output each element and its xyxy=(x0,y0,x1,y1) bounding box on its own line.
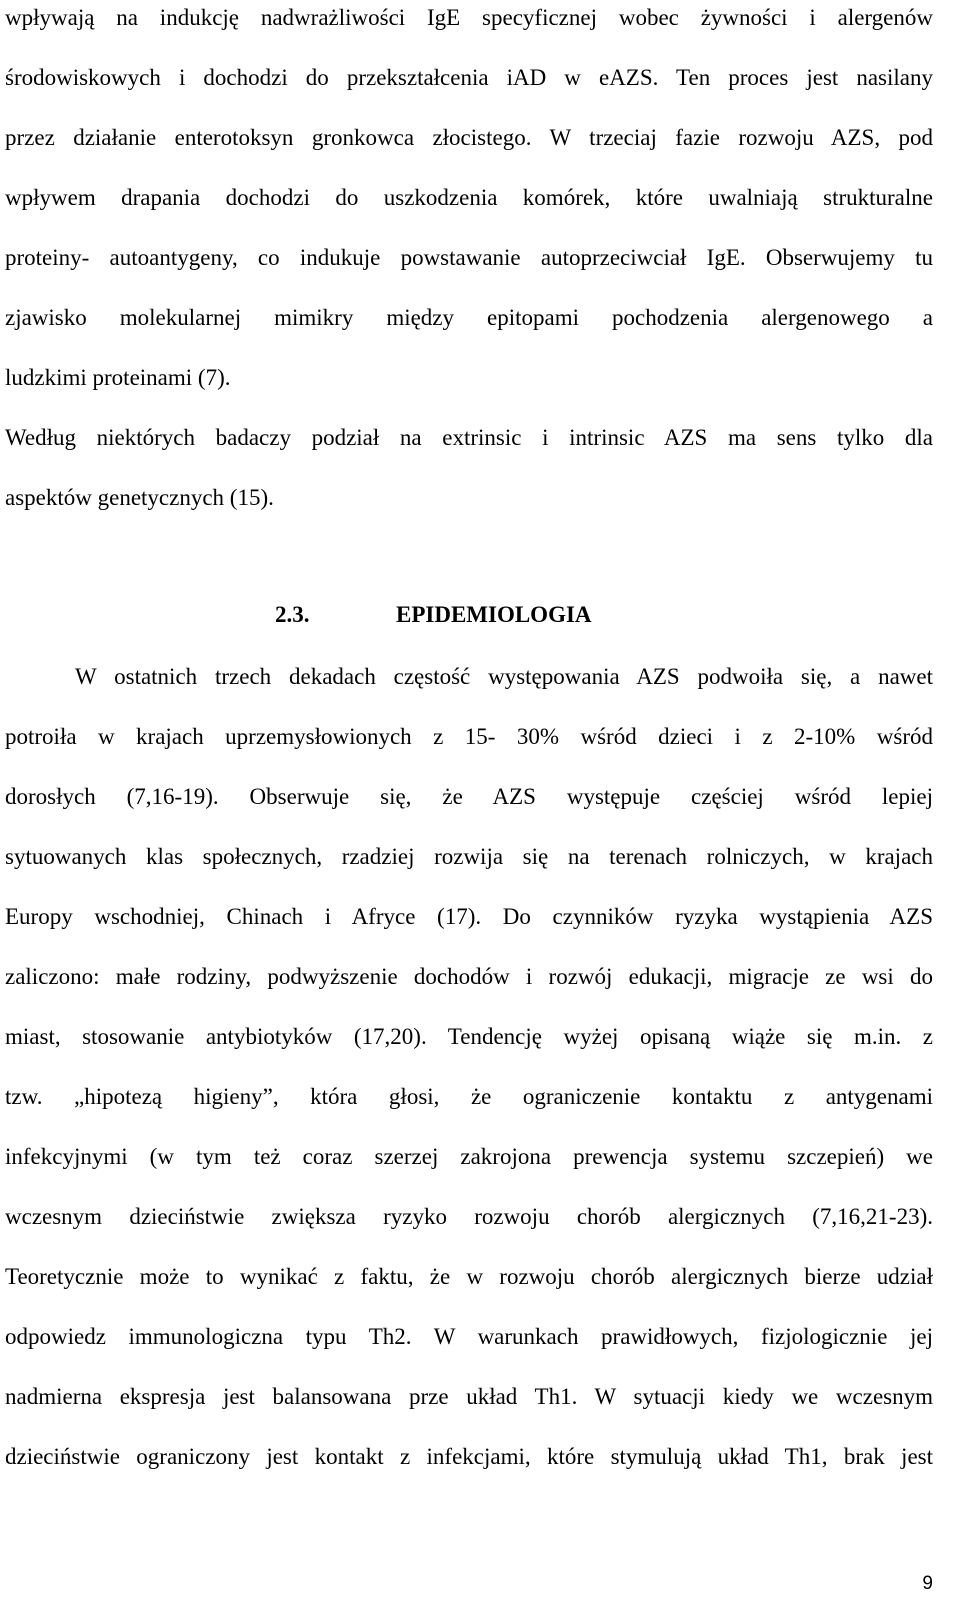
text-line: sytuowanych klas społecznych, rzadziej rozwija się na terenach rolniczych, w krajach xyxy=(5,844,933,869)
text-line: miast, stosowanie antybiotyków (17,20). Tendencję wyżej opisaną wiąże się m.in. z xyxy=(5,1024,933,1049)
text-line: Europy wschodniej, Chinach i Afryce (17). Do czynników ryzyka wystąpienia AZS xyxy=(5,904,933,929)
text-line: odpowiedz immunologiczna typu Th2. W warunkach prawidłowych, fizjologicznie jej xyxy=(5,1324,933,1349)
section-title: EPIDEMIOLOGIA xyxy=(396,602,592,627)
text-line: proteiny- autoantygeny, co indukuje powstawanie autoprzeciwciał IgE. Obserwujemy tu xyxy=(5,245,933,270)
text-line: Teoretycznie może to wynikać z faktu, że w rozwoju chorób alergicznych bierze udział xyxy=(5,1264,933,1289)
text-line: Według niektórych badaczy podział na extrinsic i intrinsic AZS ma sens tylko dla xyxy=(5,425,933,450)
text-line: środowiskowych i dochodzi do przekształcenia iAD w eAZS. Ten proces jest nasilany xyxy=(5,65,933,90)
text-line: zjawisko molekularnej mimikry między epitopami pochodzenia alergenowego a xyxy=(5,305,933,330)
text-line: W ostatnich trzech dekadach częstość występowania AZS podwoiła się, a nawet xyxy=(75,664,933,689)
text-line: dorosłych (7,16-19). Obserwuje się, że AZS występuje częściej wśród lepiej xyxy=(5,784,933,809)
text-line: wpływają na indukcję nadwrażliwości IgE specyficznej wobec żywności i alergenów xyxy=(5,5,933,30)
text-line: potroiła w krajach uprzemysłowionych z 15- 30% wśród dzieci i z 2-10% wśród xyxy=(5,724,933,749)
text-line: zaliczono: małe rodziny, podwyższenie dochodów i rozwój edukacji, migracje ze wsi do xyxy=(5,964,933,989)
page-number: 9 xyxy=(922,1573,933,1594)
text-line: tzw. „hipotezą higieny”, która głosi, że ograniczenie kontaktu z antygenami xyxy=(5,1084,933,1109)
text-line: nadmierna ekspresja jest balansowana prze układ Th1. W sytuacji kiedy we wczesnym xyxy=(5,1384,933,1409)
section-heading xyxy=(0,598,960,632)
text-line: wczesnym dzieciństwie zwiększa ryzyko rozwoju chorób alergicznych (7,16,21-23). xyxy=(5,1204,933,1229)
text-line: wpływem drapania dochodzi do uszkodzenia komórek, które uwalniają strukturalne xyxy=(5,185,933,210)
text-line: ludzkimi proteinami (7). xyxy=(5,365,231,390)
section-number: 2.3. xyxy=(275,602,310,627)
text-line: infekcyjnymi (w tym też coraz szerzej zakrojona prewencja systemu szczepień) we xyxy=(5,1144,933,1169)
text-line: przez działanie enterotoksyn gronkowca złocistego. W trzeciaj fazie rozwoju AZS, pod xyxy=(5,125,933,150)
text-line: dzieciństwie ograniczony jest kontakt z infekcjami, które stymulują układ Th1, brak jest xyxy=(5,1444,933,1469)
text-line: aspektów genetycznych (15). xyxy=(5,485,274,510)
